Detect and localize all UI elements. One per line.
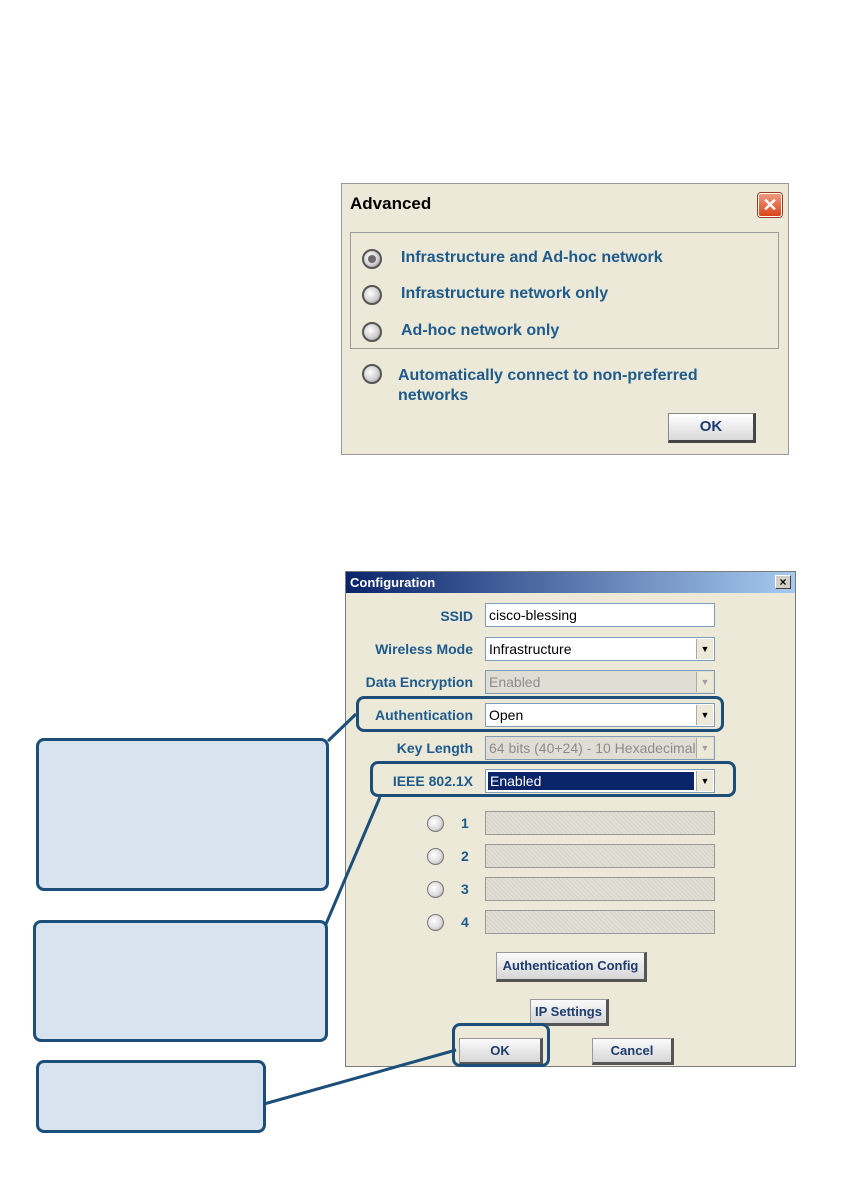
chevron-down-icon: ▼ — [696, 738, 713, 758]
configuration-ok-button[interactable]: OK — [459, 1038, 543, 1065]
key-3-label: 3 — [461, 881, 469, 897]
configuration-dialog-title: Configuration — [346, 572, 795, 593]
ieee-8021x-highlight — [370, 761, 736, 797]
authentication-value: Open — [489, 707, 524, 723]
chevron-down-icon: ▼ — [696, 672, 713, 692]
chevron-down-icon[interactable]: ▼ — [696, 771, 713, 791]
callout-authentication — [36, 738, 329, 891]
option-label-infra-adhoc: Infrastructure and Ad-hoc network — [401, 249, 663, 266]
authentication-config-button[interactable]: Authentication Config — [496, 952, 647, 982]
chevron-down-icon[interactable]: ▼ — [696, 705, 713, 725]
wireless-mode-label: Wireless Mode — [375, 641, 473, 657]
key-2-label: 2 — [461, 848, 469, 864]
connector-ieee — [326, 797, 380, 924]
option-label-adhoc-only: Ad-hoc network only — [401, 322, 560, 339]
authentication-label: Authentication — [375, 707, 473, 723]
authentication-highlight — [356, 696, 724, 732]
chevron-down-icon[interactable]: ▼ — [696, 639, 713, 659]
close-icon[interactable]: ✕ — [758, 193, 782, 217]
wireless-mode-value: Infrastructure — [489, 641, 572, 657]
connector-authentication — [328, 714, 356, 741]
option-label-infra-only: Infrastructure network only — [401, 285, 609, 302]
connector-ok — [264, 1050, 456, 1104]
ip-settings-button[interactable]: IP Settings — [530, 999, 609, 1026]
ieee-8021x-value: Enabled — [488, 772, 694, 790]
close-icon[interactable]: × — [775, 575, 791, 589]
ok-button-highlight — [452, 1023, 550, 1067]
advanced-ok-button[interactable]: OK — [668, 413, 756, 443]
ssid-input[interactable]: cisco-blessing — [485, 603, 715, 627]
ssid-label: SSID — [440, 608, 473, 624]
callout-ieee-8021x — [33, 920, 328, 1042]
key-1-label: 1 — [461, 815, 469, 831]
advanced-dialog-title: Advanced — [350, 194, 432, 213]
data-encryption-value: Enabled — [489, 674, 541, 690]
key-length-value: 64 bits (40+24) - 10 Hexadecimal — [489, 740, 696, 756]
data-encryption-label: Data Encryption — [365, 674, 473, 690]
key-length-label: Key Length — [396, 740, 473, 756]
callout-ok — [36, 1060, 266, 1133]
auto-connect-label-line1: Automatically connect to non-preferred — [398, 367, 698, 384]
auto-connect-label-line2: networks — [398, 387, 469, 404]
cancel-button[interactable]: Cancel — [592, 1038, 674, 1065]
ieee-8021x-label: IEEE 802.1X — [392, 773, 473, 789]
key-4-label: 4 — [461, 914, 469, 930]
